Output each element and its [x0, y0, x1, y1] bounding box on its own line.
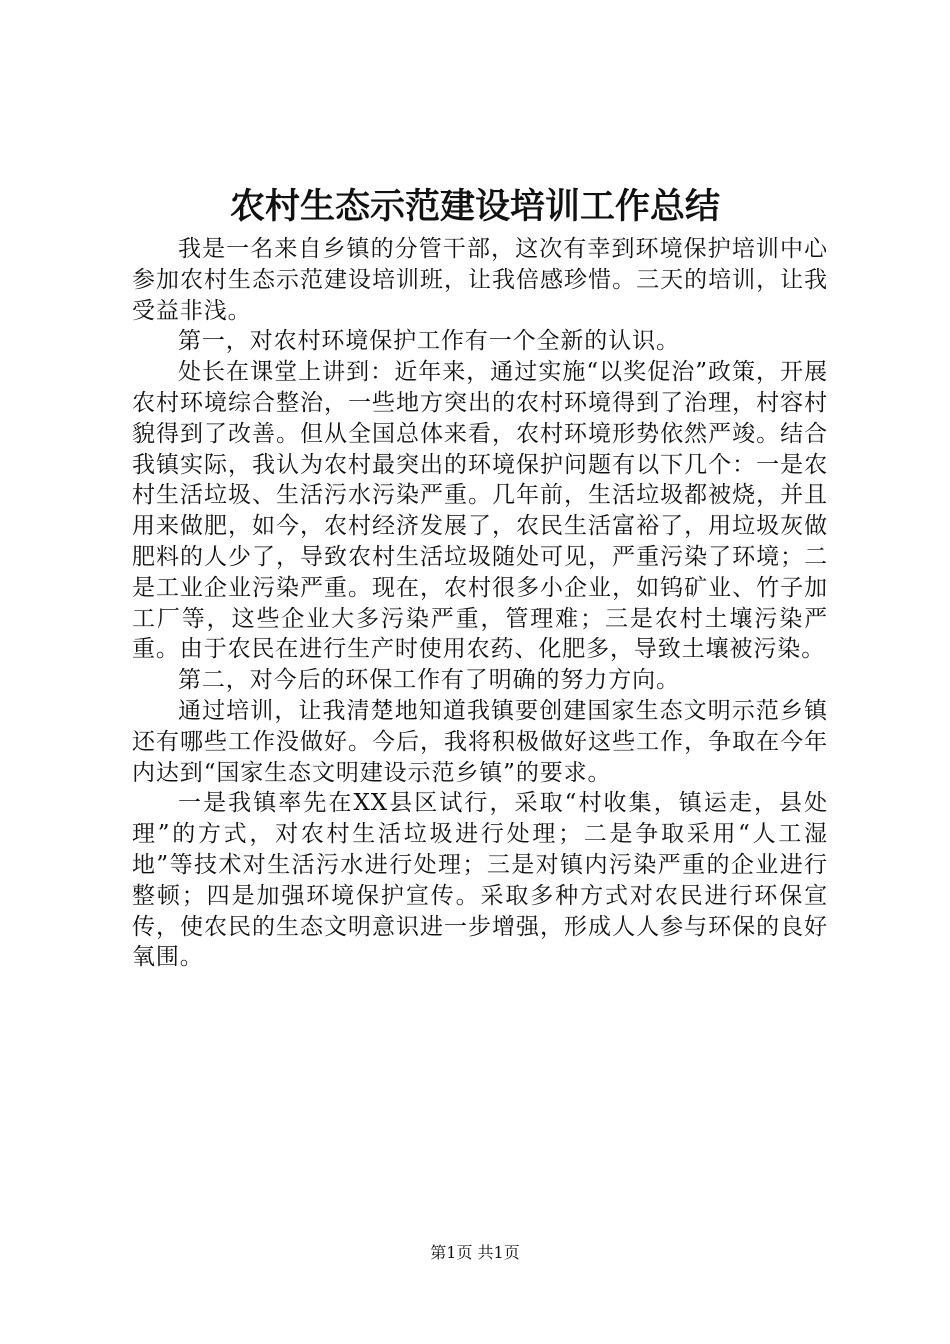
paragraph-measures: 一是我镇率先在XX县区试行，采取“村收集，镇运走，县处理”的方式，对农村生活垃圾进行处理；二是争取采用“人工湿地”等技术对生活污水进行处理；三是对镇内污染严重的企业进行整顿；四是加强环境保护宣传。采取多种方式对农民进行环保宣传，使农民的生态文明意识进一步增强，形成人人参与环保的良好氧围。	[132, 790, 828, 971]
document-title: 农村生态示范建设培训工作总结	[229, 187, 720, 227]
paragraph-training-goals: 通过培训，让我清楚地知道我镇要创建国家生态文明示范乡镇还有哪些工作没做好。今后，我将积极做好这些工作，争取在今年内达到“国家生态文明建设示范乡镇”的要求。	[132, 697, 828, 786]
paragraph-heading-second: 第二，对今后的环保工作有了明确的努力方向。	[178, 667, 680, 694]
paragraph-environment-problems: 处长在课堂上讲到：近年来，通过实施“以奖促治”政策，开展农村环境综合整治，一些地方突出的农村环境得到了治理，村容村貌得到了改善。但从全国总体来看，农村环境形势依然严竣。结合我镇实际，我认为农村最突出的环境保护问题有以下几个：一是农村生活垃圾、生活污水污染严重。几年前，生活垃圾都被烧，并且用来做肥，如今，农村经济发展了，农民生活富裕了，用垃圾灰做肥料的人少了，导致农村生活垃圾随处可见，严重污染了环境；二是工业企业污染严重。现在，农村很多小企业，如钨矿业、竹子加工厂等，这些企业大多污染严重，管理难；三是农村土壤污染严重。由于农民在进行生产时使用农药、化肥多，导致土壤被污染。	[132, 359, 828, 663]
paragraph-heading-first: 第一，对农村环境保护工作有一个全新的认识。	[178, 328, 680, 355]
page-number-footer: 第1页 共1页	[430, 1243, 520, 1262]
paragraph-intro: 我是一名来自乡镇的分管干部，这次有幸到环境保护培训中心参加农村生态示范建设培训班，让我倍感珍惜。三天的培训，让我受益非浅。	[132, 236, 828, 324]
document-body	[132, 234, 828, 973]
